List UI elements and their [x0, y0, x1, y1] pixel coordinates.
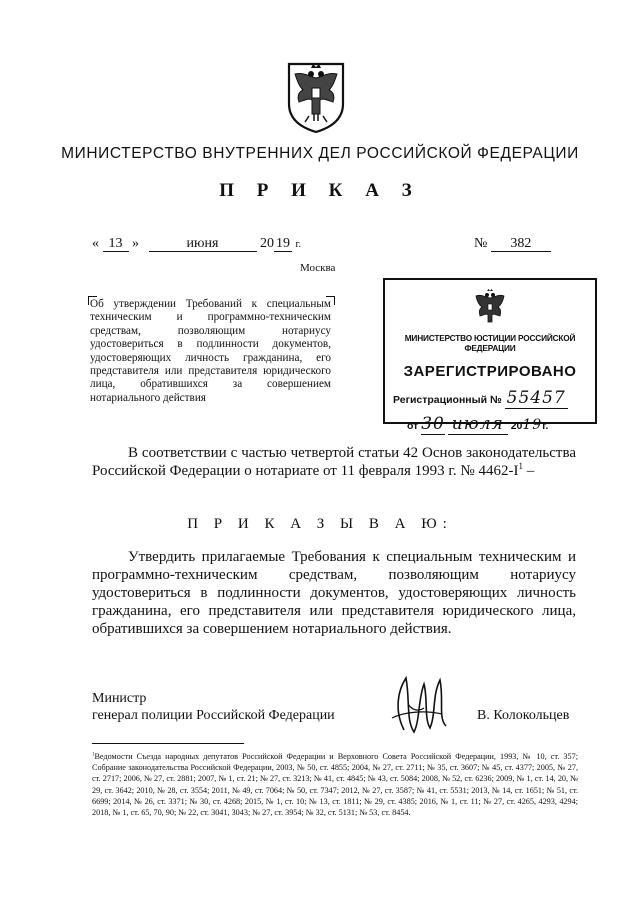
footnote-ref: 1 [518, 461, 523, 471]
stamp-reg-line [393, 388, 595, 408]
stamp-emblem [473, 288, 507, 328]
stamp-ministry: МИНИСТЕРСТВО ЮСТИЦИИ РОССИЙСКОЙ ФЕДЕРАЦИИ [404, 333, 576, 353]
date-year-prefix: 20 [260, 236, 274, 251]
footnote-text: Ведомости Съезда народных депутатов Российской Федерации и Верховного Совета Российской Федерации, 1993, № 10, ст. 357; Собрание законодательства Российской Федерации, 2003, № 50, ст. 4855; 2004, № 27, ст. 2711; № 35, ст. 3607; № 45, ст. 4377; 2005, № 27, ст. 2717; 2006, № 27, ст. 2881; 2007, № 1, ст. 21; № 27, ст. 3213; № 41, ст. 4845; № 43, ст. 5084; 2008, № 52, ст. 6236; 2009, № 1, ст. 14, 20, № 29, ст. 3642; 2010, № 28, ст. 3554; 2011, № 49, ст. 7064; № 50, ст. 7347; 2012, № 27, ст. 3587; № 41, ст. 5531; 2013, № 14, ст. 1651; № 51, ст. 6699; 2014, № 26, ст. 3371; № 30, ст. 4268; 2015, № 1, ст. 10; № 13, ст. 1811; № 29, ст. 4385; 2016, № 1, ст. 11; № 27, ст. 4265, 4293, 4294; 2018, № 1, ст. 65, 70, 90; № 22, ст. 3041, 3043; № 27, ст. 3954; № 32, ст. 5131; № 53, ст. 8454. [92, 752, 578, 818]
signer-title-1: Министр [92, 691, 147, 706]
handwritten-signature [384, 670, 466, 738]
order-number [474, 236, 551, 252]
date-year-abbr: г. [295, 239, 301, 250]
quote-close: » [132, 236, 139, 251]
quote-open: « [92, 236, 99, 251]
date-year: 19 [276, 236, 290, 251]
ministry-title: МИНИСТЕРСТВО ВНУТРЕННИХ ДЕЛ РОССИЙСКОЙ ФЕДЕРАЦИИ [61, 145, 579, 162]
stamp-date-line [407, 414, 595, 434]
order-number-value: 382 [491, 236, 551, 252]
footnote-marker: 1 [92, 752, 95, 758]
stamp-registered: ЗАРЕГИСТРИРОВАНО [403, 363, 577, 380]
stamp-date-day: 30 [421, 414, 445, 434]
footnote-rule [92, 743, 244, 744]
registration-stamp [383, 278, 597, 434]
date-month: июня [149, 236, 257, 252]
stamp-date-year-prefix: 20 [510, 420, 523, 432]
stamp-date-prefix: от [407, 420, 419, 432]
city: Москва [300, 262, 336, 274]
order-word: П Р И К А З Ы В А Ю: [187, 516, 453, 532]
subject-text: Об утверждении Требований к специальным техническим и программно-техническим средствам, позволяющим нотариусу удостовериться в подлинности документов, удостоверяющих личность гражданина, его представителя или представителя юридического лица, обратившихся за совершением нотариального действия [90, 298, 331, 404]
stamp-reg-number: 55457 [506, 388, 566, 408]
stamp-date-year-abbr: г. [542, 420, 549, 432]
order-paragraph: Утвердить прилагаемые Требования к специальным техническим и программно-техническим средствам, позволяющим нотариусу удостовериться в подлинности документов, удостоверяющих личность гражданина, его представителя или представителя юридического лица, обратившихся за совершением нотариального действия. [92, 549, 576, 637]
date-day: 13 [103, 236, 129, 252]
stamp-date-month: июля [448, 414, 508, 435]
preamble-end: – [522, 463, 535, 479]
date-line [92, 236, 301, 252]
signer-name: В. Колокольцев [477, 708, 570, 723]
signer-title-2: генерал полиции Российской Федерации [92, 708, 335, 723]
document-type: П Р И К А З [219, 180, 421, 201]
footnote [92, 751, 578, 818]
preamble-text: В соответствии с частью четвертой статьи 42 Основ законодательства Российской Федерации о нотариате от 11 февраля 1993 г. № 4462-I [92, 445, 576, 479]
preamble-paragraph [92, 444, 576, 480]
stamp-date-year: 19 [522, 417, 543, 433]
stamp-reg-label: Регистрационный № [393, 394, 502, 406]
coat-of-arms-emblem [285, 58, 347, 134]
number-sign: № [474, 236, 488, 251]
